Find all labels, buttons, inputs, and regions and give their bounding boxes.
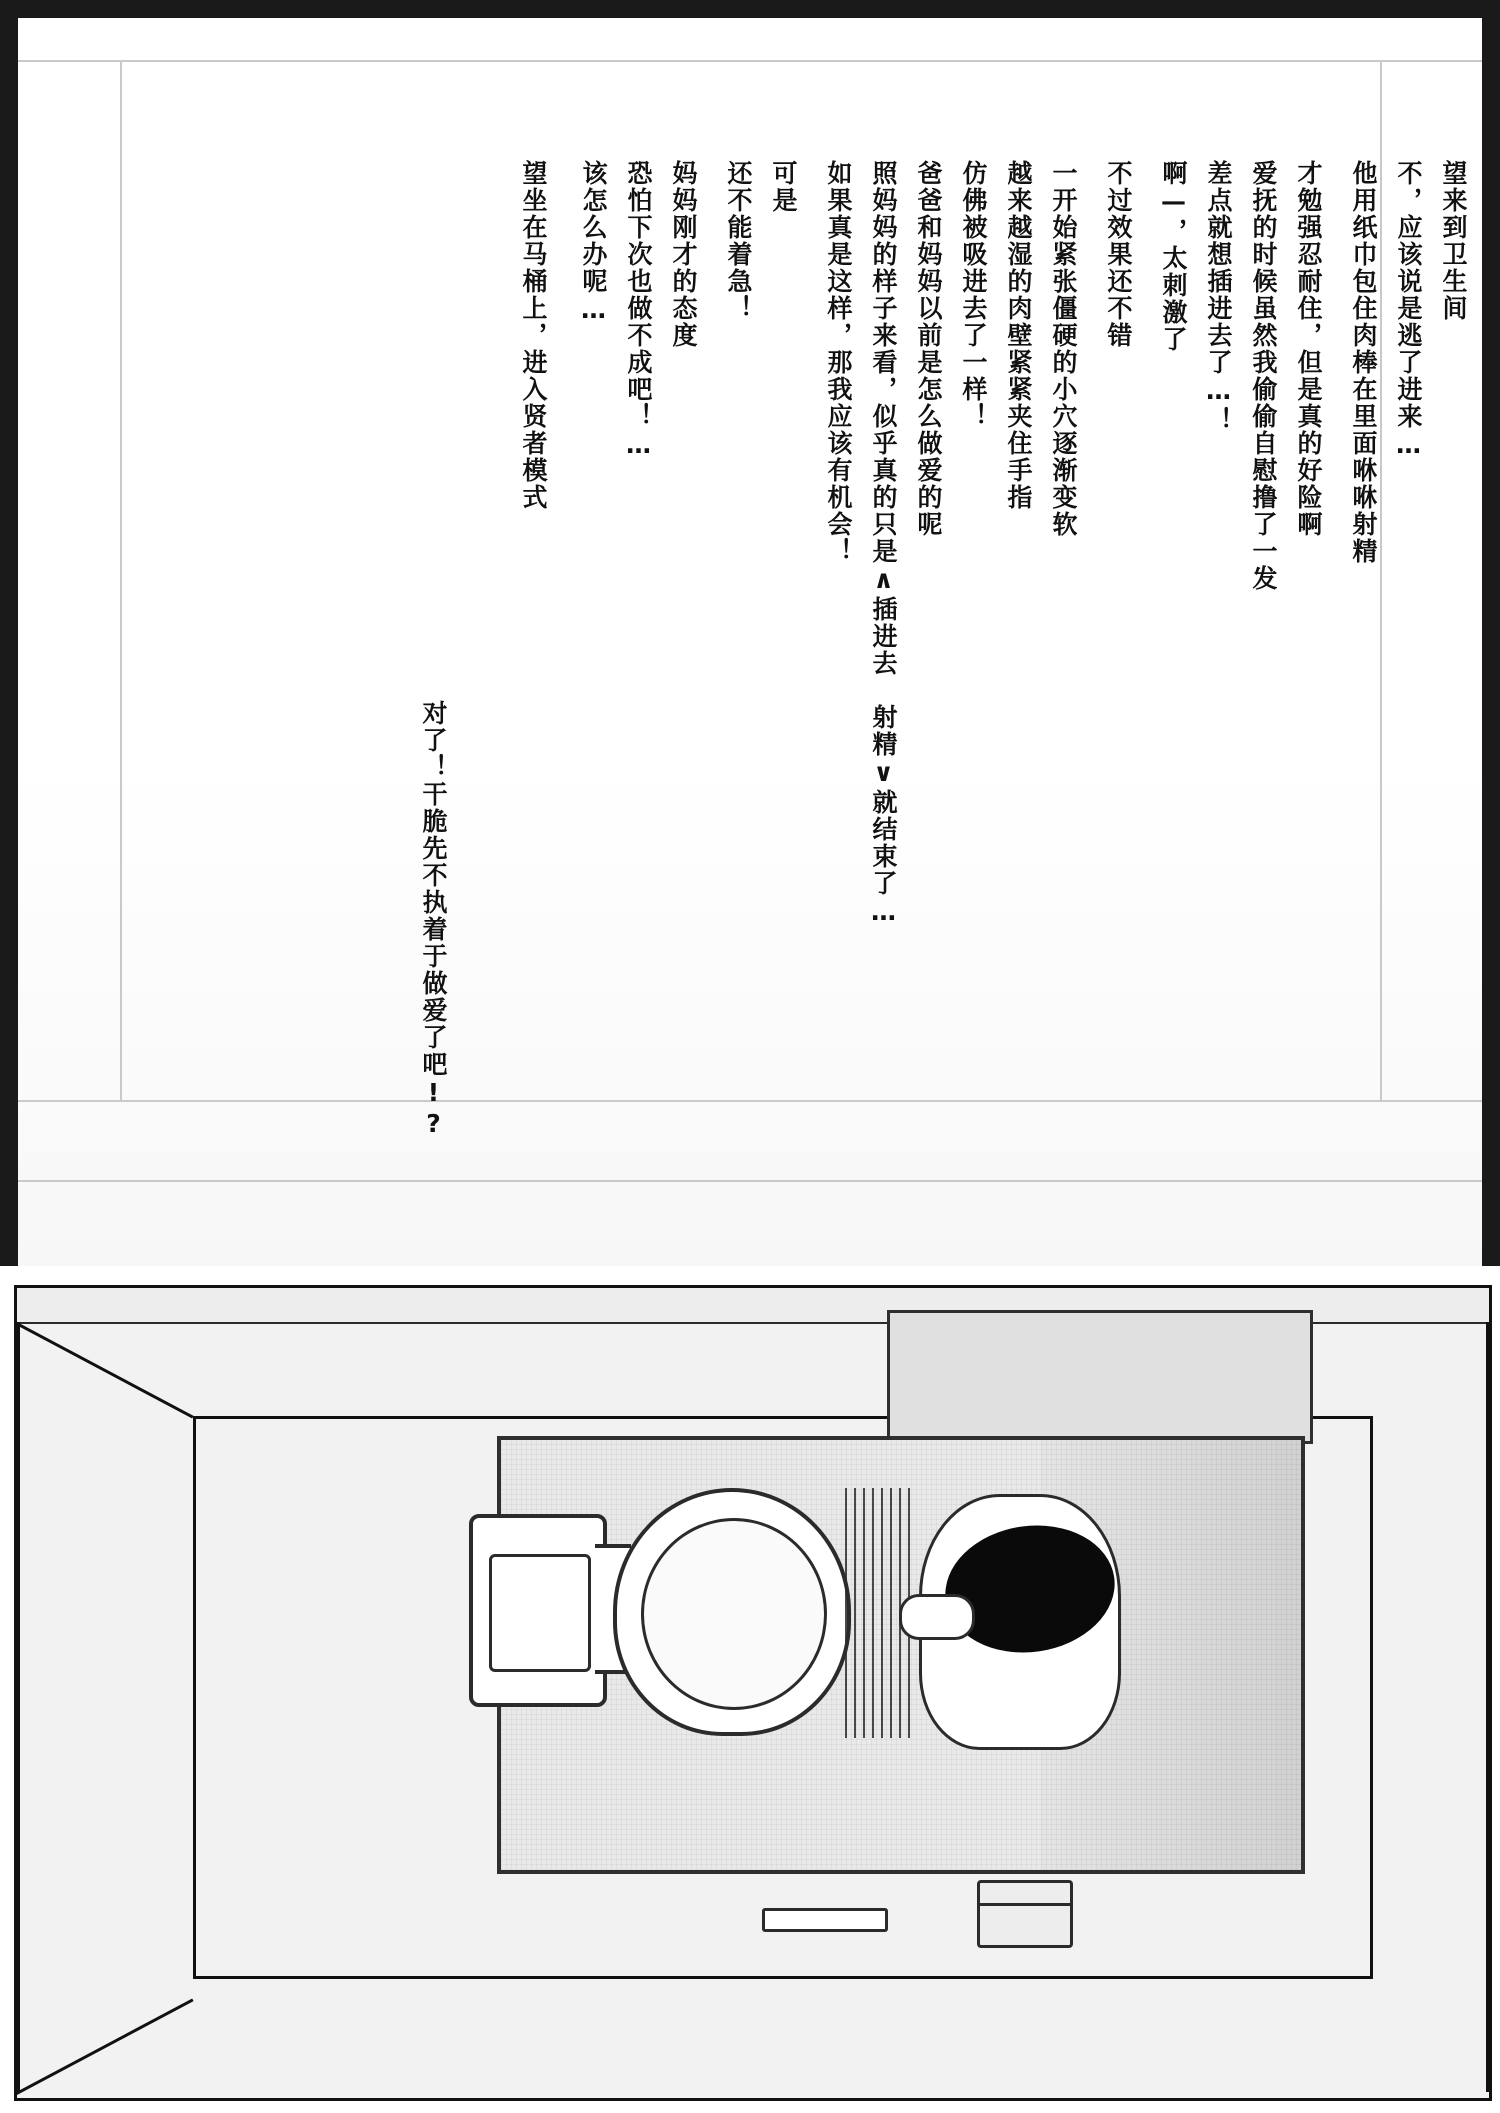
narration-column: 妈妈刚才的态度	[669, 160, 698, 349]
narration-column: 该怎么办呢…	[579, 160, 608, 326]
seated-figure	[897, 1476, 1137, 1766]
perspective-edge	[1370, 1416, 1373, 1976]
toilet-bowl	[641, 1518, 827, 1710]
door[interactable]	[887, 1310, 1313, 1444]
toilet-seat	[613, 1488, 851, 1736]
bathroom-scene-panel	[14, 1285, 1492, 2101]
perspective-edge	[1486, 1322, 1489, 2092]
narration-column: 爸爸和妈妈以前是怎么做爱的呢	[914, 160, 943, 538]
trash-bin	[977, 1880, 1073, 1948]
perspective-edge	[193, 1976, 1373, 1979]
narration-column: 不，应该说是逃了进来…	[1394, 160, 1423, 461]
figure-arm	[899, 1594, 975, 1640]
narration-column: 望坐在马桶上，进入贤者模式	[519, 160, 548, 511]
narration-column: 如果真是这样，那我应该有机会！	[824, 160, 853, 565]
narration-column: 仿佛被吸进去了一样！	[959, 160, 988, 430]
narration-column: 望来到卫生间	[1439, 160, 1468, 322]
narration-column: 越来越湿的肉壁紧紧夹住手指	[1004, 160, 1033, 511]
perspective-edge	[17, 1322, 20, 2092]
narration-column: 一开始紧张僵硬的小穴逐渐变软	[1049, 160, 1078, 538]
toilet-tank	[469, 1514, 607, 1707]
narration-column: 不过效果还不错	[1104, 160, 1133, 349]
narration-column: 可是	[769, 160, 798, 214]
perspective-edge	[193, 1416, 196, 1976]
narration-column: 差点就想插进去了…！	[1204, 160, 1233, 434]
narration-column: 爱抚的时候虽然我偷偷自慰撸了一发	[1249, 160, 1278, 592]
narration-column: 才勉强忍耐住，但是真的好险啊	[1294, 160, 1323, 538]
narration-column: 啊—，太刺激了	[1159, 160, 1188, 353]
narration-column: 还不能着急！	[724, 160, 753, 322]
narration-column: 他用纸巾包住肉棒在里面咻咻射精	[1349, 160, 1378, 565]
toilet-tank-detail	[489, 1554, 591, 1672]
narration-column: 照妈妈的样子来看，似乎真的只是∧插进去 射精∨就结束了…	[869, 160, 898, 928]
narration-column: 对了！干脆先不执着于做爱了吧!?	[419, 700, 448, 1140]
narration-column: 恐怕下次也做不成吧！…	[624, 160, 653, 461]
floor-drain	[762, 1908, 888, 1932]
